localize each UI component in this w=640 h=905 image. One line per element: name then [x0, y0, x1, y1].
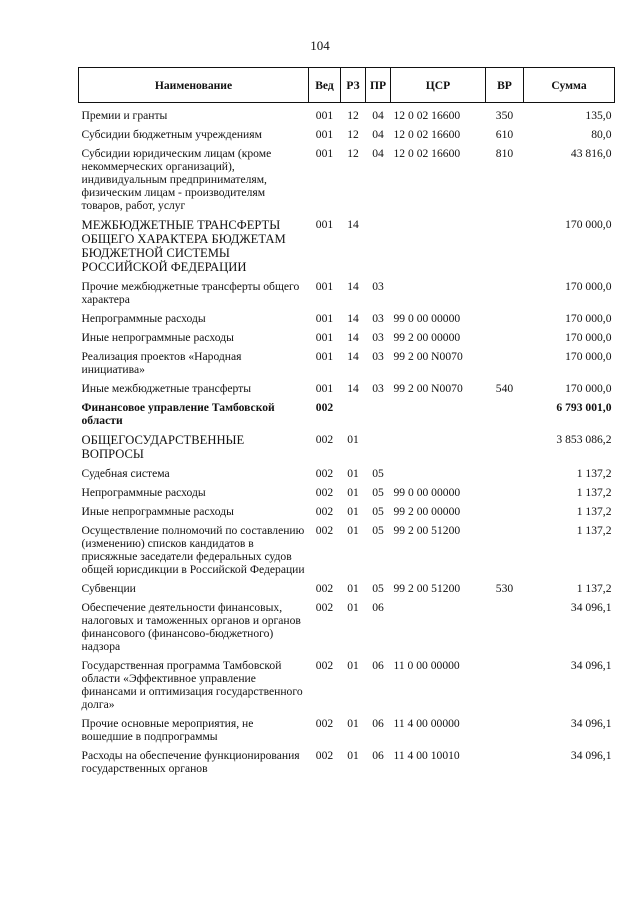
row-pr [366, 399, 391, 431]
row-pr: 04 [372, 147, 384, 160]
row-csr: 99 0 00 00000 [393, 486, 461, 499]
row-ved: 002 [315, 659, 334, 672]
table-row [79, 431, 615, 465]
row-ved: 001 [315, 109, 334, 122]
row-name: Прочие основные мероприятия, не вошедшие в подпрограммы [81, 717, 254, 743]
table-row [79, 657, 615, 715]
row-sum: 3 853 086,2 [556, 433, 612, 446]
row-vr: 810 [495, 147, 514, 160]
table-row [79, 145, 615, 216]
row-vr [486, 484, 524, 503]
row-rz: 01 [347, 433, 359, 446]
row-vr [486, 747, 524, 779]
row-ved: 001 [315, 350, 334, 363]
row-sum: 170 000,0 [565, 350, 612, 363]
row-ved: 002 [315, 582, 334, 595]
table-row [79, 715, 615, 747]
row-name: МЕЖБЮДЖЕТНЫЕ ТРАНСФЕРТЫ ОБЩЕГО ХАРАКТЕРА БЮДЖЕТАМ БЮДЖЕТНОЙ СИСТЕМЫ РОССИЙСКОЙ ФЕДЕРАЦИИ [81, 218, 286, 274]
row-sum: 43 816,0 [570, 147, 612, 160]
row-ved: 001 [315, 312, 334, 325]
table-row [79, 126, 615, 145]
table-row [79, 329, 615, 348]
row-rz: 01 [347, 659, 359, 672]
table-row [79, 103, 615, 127]
row-sum: 170 000,0 [565, 382, 612, 395]
row-csr: 12 0 02 16600 [393, 109, 461, 122]
row-name: Иные межбюджетные трансферты [81, 382, 252, 395]
row-ved: 001 [315, 128, 334, 141]
row-rz: 01 [347, 505, 359, 518]
row-name: Субвенции [81, 582, 136, 595]
row-pr: 05 [372, 486, 384, 499]
row-csr [391, 278, 486, 310]
row-vr: 610 [495, 128, 514, 141]
row-rz: 01 [347, 486, 359, 499]
table-row [79, 465, 615, 484]
row-rz: 12 [347, 147, 359, 160]
row-rz: 01 [347, 717, 359, 730]
row-csr [391, 216, 486, 278]
row-sum: 170 000,0 [565, 218, 612, 231]
row-pr: 05 [372, 467, 384, 480]
table-row [79, 278, 615, 310]
row-pr: 03 [372, 331, 384, 344]
row-sum: 34 096,1 [570, 749, 612, 762]
row-ved: 001 [315, 147, 334, 160]
row-pr: 03 [372, 280, 384, 293]
row-csr [391, 465, 486, 484]
row-ved: 002 [315, 524, 334, 537]
row-vr: 350 [495, 109, 514, 122]
row-csr: 12 0 02 16600 [393, 128, 461, 141]
row-rz [341, 399, 366, 431]
row-name: Субсидии бюджетным учреждениям [81, 128, 262, 141]
row-rz: 01 [347, 582, 359, 595]
row-ved: 001 [315, 382, 334, 395]
row-vr: 530 [495, 582, 514, 595]
row-pr: 03 [372, 382, 384, 395]
row-csr: 99 2 00 N0070 [393, 382, 463, 395]
row-vr [486, 310, 524, 329]
row-ved: 002 [315, 433, 334, 446]
row-pr [366, 431, 391, 465]
row-csr: 99 2 00 N0070 [393, 350, 463, 363]
table-row [79, 216, 615, 278]
row-ved: 002 [315, 467, 334, 480]
row-vr: 540 [495, 382, 514, 395]
row-csr: 12 0 02 16600 [393, 147, 461, 160]
row-name: Премии и гранты [81, 109, 168, 122]
row-name: Государственная программа Тамбовской области «Эффективное управление финансами и оптимизация государственного долга» [81, 659, 303, 711]
row-name: Субсидии юридическим лицам (кроме некоммерческих организаций), индивидуальным предпринимателям, физическим лицам - производителям товаров, работ, услуг [81, 147, 272, 212]
table-row [79, 599, 615, 657]
row-sum: 1 137,2 [576, 524, 612, 537]
budget-table [78, 67, 615, 779]
row-rz: 01 [347, 601, 359, 614]
row-csr: 99 2 00 51200 [393, 524, 461, 537]
row-sum: 6 793 001,0 [556, 401, 612, 414]
row-name: Финансовое управление Тамбовской области [81, 401, 275, 427]
row-csr [391, 431, 486, 465]
row-sum: 80,0 [591, 128, 612, 141]
row-name: ОБЩЕГОСУДАРСТВЕННЫЕ ВОПРОСЫ [81, 433, 245, 461]
row-sum: 1 137,2 [576, 486, 612, 499]
column-header-csr: ЦСР [391, 68, 486, 103]
row-rz: 14 [347, 331, 359, 344]
row-vr [486, 599, 524, 657]
row-rz: 01 [347, 749, 359, 762]
page-number: 104 [310, 38, 330, 53]
row-csr: 99 2 00 51200 [393, 582, 461, 595]
row-vr [486, 503, 524, 522]
row-rz: 14 [347, 350, 359, 363]
row-sum: 170 000,0 [565, 312, 612, 325]
row-csr: 99 2 00 00000 [393, 505, 461, 518]
row-rz: 12 [347, 128, 359, 141]
row-name: Осуществление полномочий по составлению (изменению) списков кандидатов в присяжные заседатели федеральных судов общей юрисдикции в Российской Федерации [81, 524, 305, 576]
row-vr [486, 329, 524, 348]
row-csr: 11 0 00 00000 [393, 659, 460, 672]
row-sum: 170 000,0 [565, 280, 612, 293]
row-pr: 05 [372, 524, 384, 537]
table-header-row [79, 68, 615, 103]
row-vr [486, 348, 524, 380]
row-vr [486, 216, 524, 278]
row-rz: 12 [347, 109, 359, 122]
column-header-rz: РЗ [341, 68, 366, 103]
row-vr [486, 465, 524, 484]
row-pr: 06 [372, 749, 384, 762]
row-pr: 06 [372, 601, 384, 614]
column-header-ved: Вед [309, 68, 341, 103]
column-header-pr: ПР [366, 68, 391, 103]
row-ved: 002 [315, 486, 334, 499]
row-name: Непрограммные расходы [81, 486, 206, 499]
row-csr: 11 4 00 00000 [393, 717, 460, 730]
row-name: Иные непрограммные расходы [81, 505, 234, 518]
row-csr [391, 599, 486, 657]
row-vr [486, 657, 524, 715]
table-row [79, 580, 615, 599]
row-csr: 11 4 00 10010 [393, 749, 460, 762]
row-sum: 34 096,1 [570, 659, 612, 672]
row-pr: 04 [372, 128, 384, 141]
table-row [79, 310, 615, 329]
row-rz: 14 [347, 312, 359, 325]
row-rz: 14 [347, 382, 359, 395]
row-name: Обеспечение деятельности финансовых, налоговых и таможенных органов и органов финансового (финансово-бюджетного) надзора [81, 601, 301, 653]
row-csr: 99 0 00 00000 [393, 312, 461, 325]
row-vr [486, 715, 524, 747]
row-pr: 05 [372, 582, 384, 595]
table-row [79, 747, 615, 779]
row-name: Расходы на обеспечение функционирования государственных органов [81, 749, 300, 775]
row-sum: 1 137,2 [576, 467, 612, 480]
row-name: Реализация проектов «Народная инициатива» [81, 350, 242, 376]
row-pr: 06 [372, 717, 384, 730]
column-header-vr: ВР [486, 68, 524, 103]
row-sum: 1 137,2 [576, 505, 612, 518]
table-row [79, 380, 615, 399]
row-vr [486, 278, 524, 310]
table-row [79, 522, 615, 580]
row-sum: 170 000,0 [565, 331, 612, 344]
row-pr: 03 [372, 312, 384, 325]
row-name: Судебная система [81, 467, 170, 480]
row-rz: 14 [347, 280, 359, 293]
row-pr: 03 [372, 350, 384, 363]
row-ved: 002 [315, 749, 334, 762]
row-rz: 01 [347, 524, 359, 537]
row-sum: 135,0 [585, 109, 612, 122]
row-pr: 05 [372, 505, 384, 518]
table-row-department [79, 399, 615, 431]
row-ved: 001 [315, 331, 334, 344]
row-sum: 1 137,2 [576, 582, 612, 595]
column-header-sum: Сумма [524, 68, 615, 103]
row-ved: 002 [315, 601, 334, 614]
column-header-name: Наименование [79, 68, 309, 103]
table-row [79, 348, 615, 380]
row-ved: 001 [315, 218, 334, 231]
row-sum: 34 096,1 [570, 601, 612, 614]
row-ved: 002 [315, 505, 334, 518]
row-name: Непрограммные расходы [81, 312, 206, 325]
row-csr [391, 399, 486, 431]
row-csr: 99 2 00 00000 [393, 331, 461, 344]
row-rz: 01 [347, 467, 359, 480]
row-vr [486, 522, 524, 580]
row-pr: 04 [372, 109, 384, 122]
table-row [79, 484, 615, 503]
row-pr [366, 216, 391, 278]
row-name: Прочие межбюджетные трансферты общего характера [81, 280, 300, 306]
row-rz: 14 [347, 218, 359, 231]
row-vr [486, 431, 524, 465]
row-sum: 34 096,1 [570, 717, 612, 730]
row-vr [486, 399, 524, 431]
row-ved: 001 [315, 280, 334, 293]
row-ved: 002 [315, 717, 334, 730]
row-name: Иные непрограммные расходы [81, 331, 234, 344]
row-ved: 002 [315, 401, 334, 414]
table-row [79, 503, 615, 522]
row-pr: 06 [372, 659, 384, 672]
